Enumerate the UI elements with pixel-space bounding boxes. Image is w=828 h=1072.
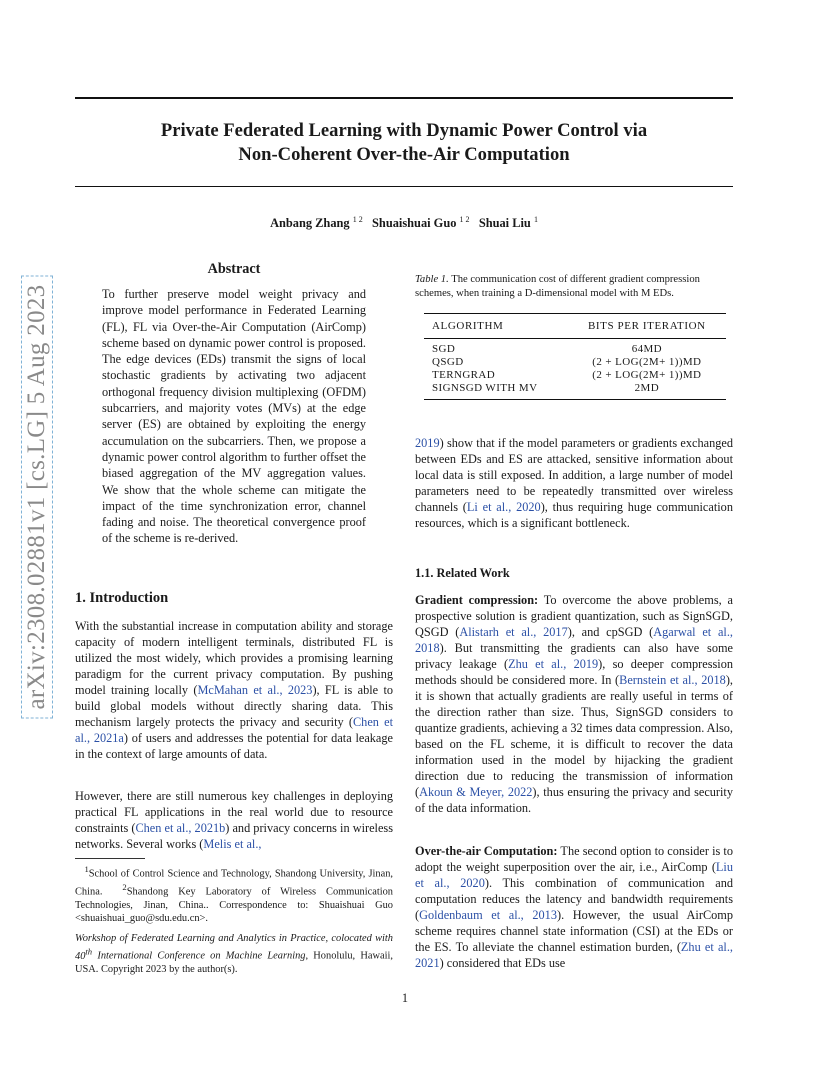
affiliation-1: School of Control Science and Technology, Shandong University, Jinan, China.: [75, 868, 393, 898]
text-run: To overcome the above problems, a prospective solution is gradient quantization, such as SignSGD, QSGD (: [415, 593, 733, 639]
citation-link[interactable]: McMahan et al., 2023: [197, 683, 313, 697]
paragraph-lead: Gradient compression:: [415, 593, 539, 607]
text-run: ). This combination of communication and computation reduces the latency and bandwidth requirements (: [415, 876, 733, 922]
table-cell: (2 + LOG(2M+ 1))MD: [592, 369, 702, 381]
intro-continuation-paragraph: [415, 435, 733, 531]
footnote-rule: [75, 858, 145, 859]
author-affiliation: 1: [533, 215, 538, 224]
citation-link[interactable]: Chen et al., 2021a: [75, 715, 394, 745]
table-cell: (2 + LOG(2M+ 1))MD: [592, 356, 702, 368]
table-cell: 64MD: [631, 343, 663, 355]
table-row: [424, 382, 726, 400]
citation-link[interactable]: Liu et al., 2020: [415, 860, 733, 890]
citation-link[interactable]: Goldenbaum et al., 2013: [419, 908, 557, 922]
arxiv-stamp: [22, 262, 52, 732]
table-caption-text: The communication cost of different gradient compression schemes, when training a D-dimensional model with M EDs.: [415, 274, 700, 299]
text-run: ), thus ensuring the privacy and security of the data information.: [415, 785, 734, 815]
text-run: ) of users and addresses the potential for data leakage in the context of large amounts of data.: [75, 731, 393, 761]
author-affiliation: 1 2: [459, 215, 470, 224]
citation-link[interactable]: Agarwal et al., 2018: [415, 625, 733, 655]
workshop-ordinal: th: [85, 946, 93, 957]
citation-link[interactable]: Chen et al., 2021b: [135, 821, 226, 835]
title-rule-bottom: [75, 186, 733, 187]
section-heading-introduction: 1. Introduction: [75, 590, 169, 606]
table-header-row: [424, 314, 726, 339]
text-run: However, there are still numerous key challenges in deploying practical FL applications in the real world due to resource constraints (: [75, 789, 393, 835]
text-run: ), so deeper compression methods should be considered more. In (: [415, 657, 734, 687]
abstract-text: To further preserve model weight privacy and improve model performance in Federated Learning (FL), FL via Over-the-Air Computation (AirComp) scheme based on dynamic power control is proposed. The edge devices (EDs) transmit the signs of local stochastic gradients by activating two adjacent orthogonal frequency division multiplexing (OFDM) subcarriers, and majority votes (MVs) at the edge server (ES) are obtained by exploiting the energy accumulation on the subcarriers. Then, we propose a dynamic power control algorithm to further offset the biased aggregation of the MV aggregation values. We show that the whole scheme can mitigate the impact of the time synchronization error, channel fading and noise. The theoretical convergence proof of the scheme is re-derived.: [102, 287, 366, 546]
table-cell: QSGD: [432, 356, 464, 368]
table-cell: 2MD: [568, 382, 726, 400]
subsection-heading-related-work: 1.1. Related Work: [415, 566, 510, 580]
text-run: ), thus requiring huge communication resources, which is a significant bottleneck.: [415, 500, 733, 530]
citation-link[interactable]: Alistarh et al., 2017: [459, 625, 568, 639]
affiliation-2: Shandong Key Laboratory of Wireless Communication Technologies, Jinan, China.. Correspondence to: Shuaishuai Guo <shuaishuai_guo@sdu.edu.cn>.: [75, 886, 393, 925]
author-affiliation: 1 2: [352, 215, 363, 224]
table-row: [424, 369, 726, 382]
table-cell: TERNGRAD: [432, 369, 496, 381]
affiliation-footnote: $^1$School of Control Science and Technology, Shandong University, Jinan, China. $^2$Shandong Key Laboratory of Wireless Communication Technologies, Jinan, China.. Correspondence to: Shuaishuai Guo <shuaishuai_guo@sdu.edu.cn>.: [75, 864, 393, 925]
column-header: BITS PER ITERATION: [568, 314, 726, 339]
table-caption: [415, 273, 733, 301]
comm-cost-table: [424, 313, 726, 400]
citation-link[interactable]: 2019: [415, 436, 440, 450]
arxiv-id: arXiv:2308.02881v1 [cs.LG] 5 Aug 2023: [21, 276, 53, 719]
abstract-heading: Abstract: [207, 261, 261, 277]
text-run: ), FL is able to build global models without directly sharing data. This mechanism largely protects the privacy and security (: [75, 683, 394, 729]
workshop-location: , Honolulu, Hawaii, USA. Copyright 2023 by the author(s).: [75, 950, 393, 976]
citation-link[interactable]: Zhu et al., 2019: [508, 657, 599, 671]
table-row: [424, 339, 726, 357]
intro-paragraph-1: [75, 618, 393, 762]
author-list: [75, 215, 733, 231]
table-label: Table 1.: [415, 274, 449, 285]
citation-link[interactable]: Li et al., 2020: [466, 500, 541, 514]
workshop-text: Workshop of Federated Learning and Analytics in Practice, colocated with: [75, 933, 393, 944]
intro-paragraph-2: [75, 788, 393, 852]
table-row: [424, 356, 726, 369]
gradient-compression-paragraph: [415, 592, 733, 816]
text-run: ) considered that EDs use: [439, 956, 566, 970]
table-cell: SGD: [432, 343, 456, 355]
author-name: Anbang Zhang: [270, 216, 350, 231]
title-rule-top: [75, 97, 733, 99]
workshop-number: 40: [75, 950, 86, 962]
page-number: 1: [401, 991, 409, 1005]
column-header: ALGORITHM: [424, 314, 568, 339]
citation-link[interactable]: Bernstein et al., 2018: [619, 673, 726, 687]
title-line-2: Non-Coherent Over-the-Air Computation: [238, 144, 570, 165]
paragraph-lead: Over-the-air Computation:: [415, 844, 558, 858]
text-run: ). But transmitting the gradients can also have some privacy leakage (: [415, 641, 733, 671]
workshop-footnote: [75, 932, 393, 977]
text-run: The second option to consider is to adopt the weight superposition over the air, i.e., AirComp (: [415, 844, 733, 874]
table-cell: SIGNSGD WITH MV: [424, 382, 568, 400]
citation-link[interactable]: Zhu et al., 2021: [415, 940, 733, 970]
text-run: ), it is shown that actually gradients are really useful in terms of the direction rather than size. Thus, SignSGD considers to quantize gradients, achieving a 32 times data compression. Also, based on the FL scheme, it is difficult to recover the data information used in the model by hijacking the gradient direction due to reducing the transmission of information (: [415, 673, 733, 799]
citation-link[interactable]: Melis et al.,: [203, 837, 262, 851]
citation-link[interactable]: Akoun & Meyer, 2022: [419, 785, 533, 799]
author-name: Shuaishuai Guo: [372, 216, 457, 231]
text-run: With the substantial increase in computation ability and storage capacity of modern intelligent terminals, distributed FL is utilized the most widely, which provides a promising learning paradigm for the current privacy computation. By pushing model training locally (: [75, 619, 393, 697]
paper-title: [75, 119, 733, 167]
title-line-1: Private Federated Learning with Dynamic Power Control via: [160, 120, 648, 141]
text-run: ) and privacy concerns in wireless networks. Several works (: [75, 821, 393, 851]
text-run: ), and cpSGD (: [567, 625, 654, 639]
over-the-air-paragraph: [415, 843, 733, 971]
text-run: ) show that if the model parameters or gradients exchanged between EDs and ES are attacked, sensitive information about local data is still exposed. In addition, a large number of model parameters need to be repeatedly transmitted over wireless channels (: [415, 436, 733, 514]
author-name: Shuai Liu: [478, 216, 531, 231]
text-run: ). However, the usual AirComp scheme requires channel state information (CSI) at the EDs or the ES. To alleviate the channel estimation burden, (: [415, 908, 734, 954]
workshop-conference: International Conference on Machine Learning: [97, 950, 306, 962]
